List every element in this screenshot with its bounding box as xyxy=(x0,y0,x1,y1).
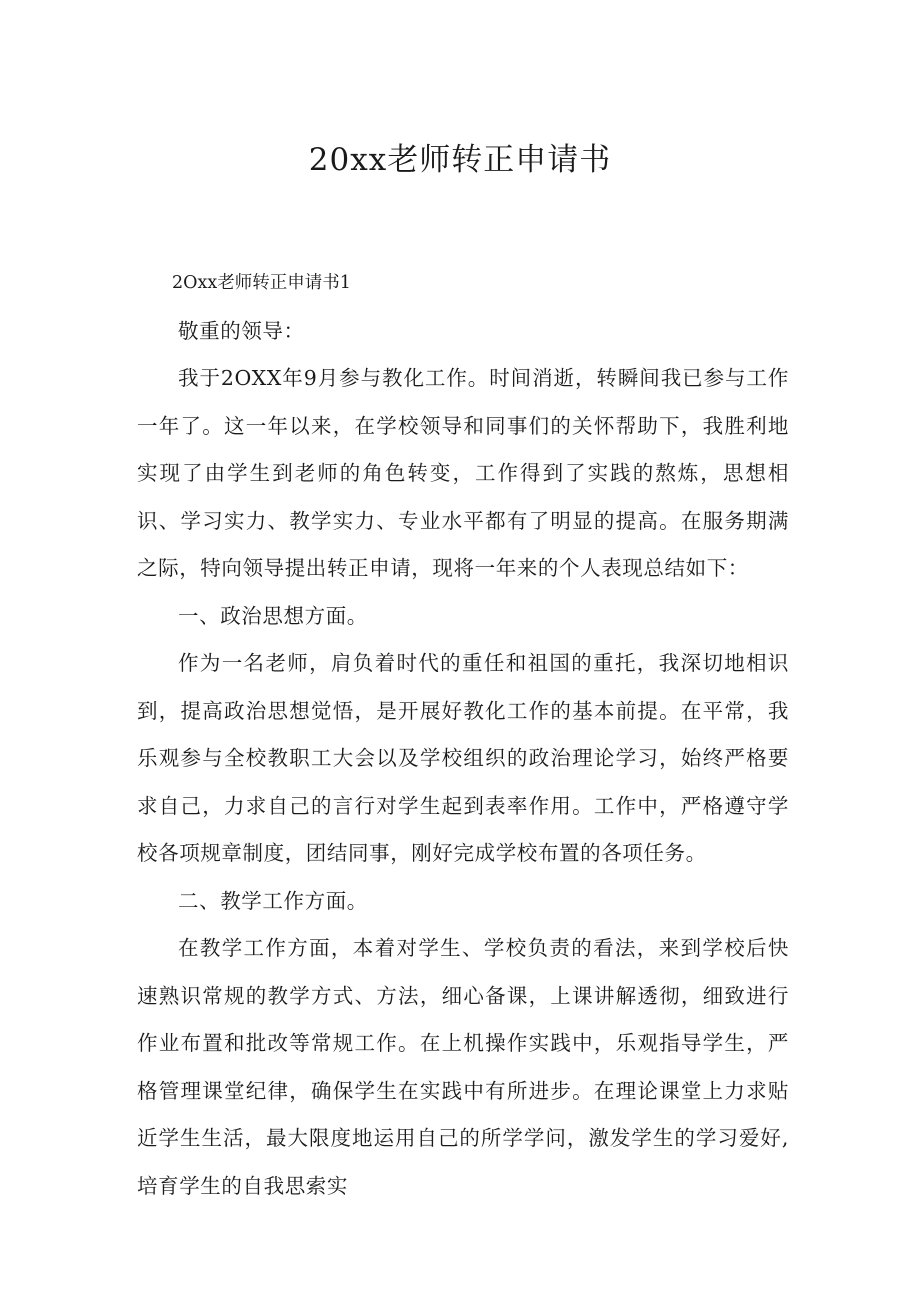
salutation: 敬重的领导： xyxy=(178,318,305,343)
paragraph-intro: 我于2OXX年9月参与教化工作。时间消逝，转瞬间我已参与工作一年了。这一年以来，在学校领导和同事们的关怀帮助下，我胜利地实现了由学生到老师的角色转变，工作得到了实践的熬炼，思想相识、学习实力、教学实力、专业水平都有了明显的提高。在服务期满之际，特向领导提出转正申请，现将一年来的个人表现总结如下： xyxy=(137,366,789,580)
document-title: 20xx老师转正申请书 xyxy=(308,142,612,178)
paragraph-political: 作为一名老师，肩负着时代的重任和祖国的重托，我深切地相识到，提高政治思想觉悟，是开展好教化工作的基本前提。在平常，我乐观参与全校教职工大会以及学校组织的政治理论学习，始终严格要求自己，力求自己的言行对学生起到表率作用。工作中，严格遵守学校各项规章制度，团结同事，刚好完成学校布置的各项任务。 xyxy=(137,651,789,865)
heading-political: 一、政治思想方面。 xyxy=(178,603,368,628)
paragraph-teaching: 在教学工作方面，本着对学生、学校负责的看法，来到学校后快速熟识常规的教学方式、方法，细心备课，上课讲解透彻，细致进行作业布置和批改等常规工作。在上机操作实践中，乐观指导学生，严格管理课堂纪律，确保学生在实践中有所进步。在理论课堂上力求贴近学生生活，最大限度地运用自己的所学学问，激发学生的学习爱好,培育学生的自我思索实 xyxy=(137,936,789,1198)
document-body xyxy=(137,260,789,1210)
section-subtitle: 2Oxx老师转正申请书1 xyxy=(172,273,351,293)
heading-teaching: 二、教学工作方面。 xyxy=(178,888,368,913)
